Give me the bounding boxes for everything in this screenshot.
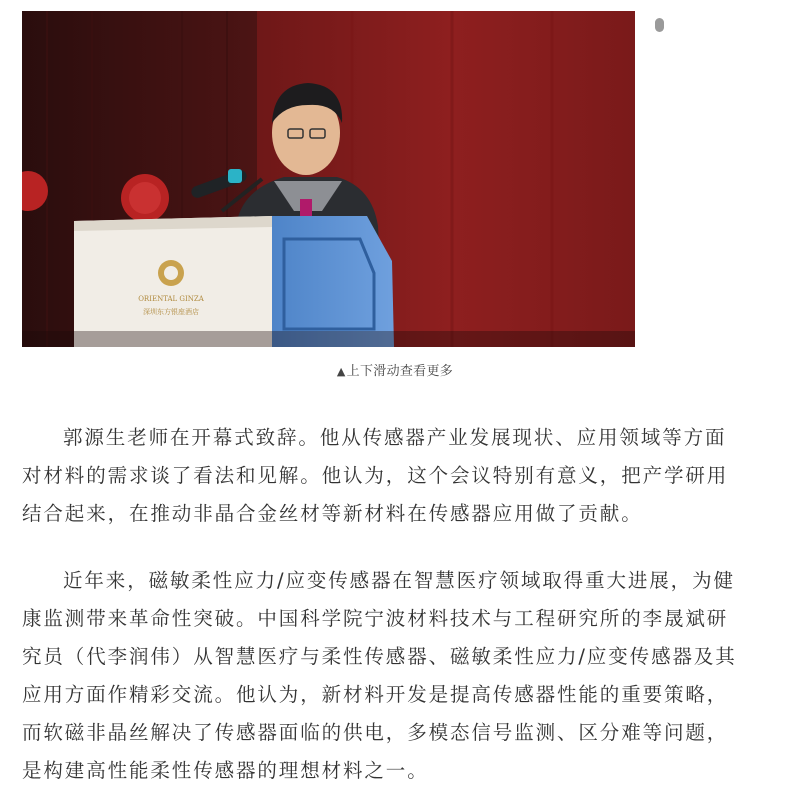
article-paragraph-1 bbox=[22, 419, 778, 533]
speaker-photo-illustration bbox=[22, 11, 635, 347]
article-photo bbox=[22, 11, 635, 347]
caption-text: 上下滑动查看更多 bbox=[346, 364, 454, 379]
paragraph-line: 近年来，磁敏柔性应力/应变传感器在智慧医疗领域取得重大进展，为健 bbox=[63, 569, 735, 592]
podium-subtext: 深圳东方银座酒店 bbox=[143, 308, 199, 316]
triangle-up-icon: ▲ bbox=[336, 365, 346, 378]
photo-caption bbox=[0, 360, 790, 379]
article-paragraph-2 bbox=[22, 562, 778, 790]
paragraph-line: 究员（代李润伟）从智慧医疗与柔性传感器、磁敏柔性应力/应变传感器及其 bbox=[22, 645, 737, 668]
paragraph-line: 是构建高性能柔性传感器的理想材料之一。 bbox=[22, 759, 429, 782]
scrollbar-thumb[interactable] bbox=[655, 18, 664, 32]
paragraph-line: 结合起来，在推动非晶合金丝材等新材料在传感器应用做了贡献。 bbox=[22, 502, 643, 525]
podium-logo-text: ORIENTAL GINZA bbox=[138, 295, 204, 303]
paragraph-line: 而软磁非晶丝解决了传感器面临的供电，多模态信号监测、区分难等问题， bbox=[22, 721, 729, 744]
paragraph-line: 康监测带来革命性突破。中国科学院宁波材料技术与工程研究所的李晟斌研 bbox=[22, 607, 729, 630]
paragraph-line: 郭源生老师在开幕式致辞。他从传感器产业发展现状、应用领域等方面 bbox=[63, 426, 727, 449]
paragraph-line: 对材料的需求谈了看法和见解。他认为，这个会议特别有意义，把产学研用 bbox=[22, 464, 729, 487]
paragraph-line: 应用方面作精彩交流。他认为，新材料开发是提高传感器性能的重要策略， bbox=[22, 683, 729, 706]
